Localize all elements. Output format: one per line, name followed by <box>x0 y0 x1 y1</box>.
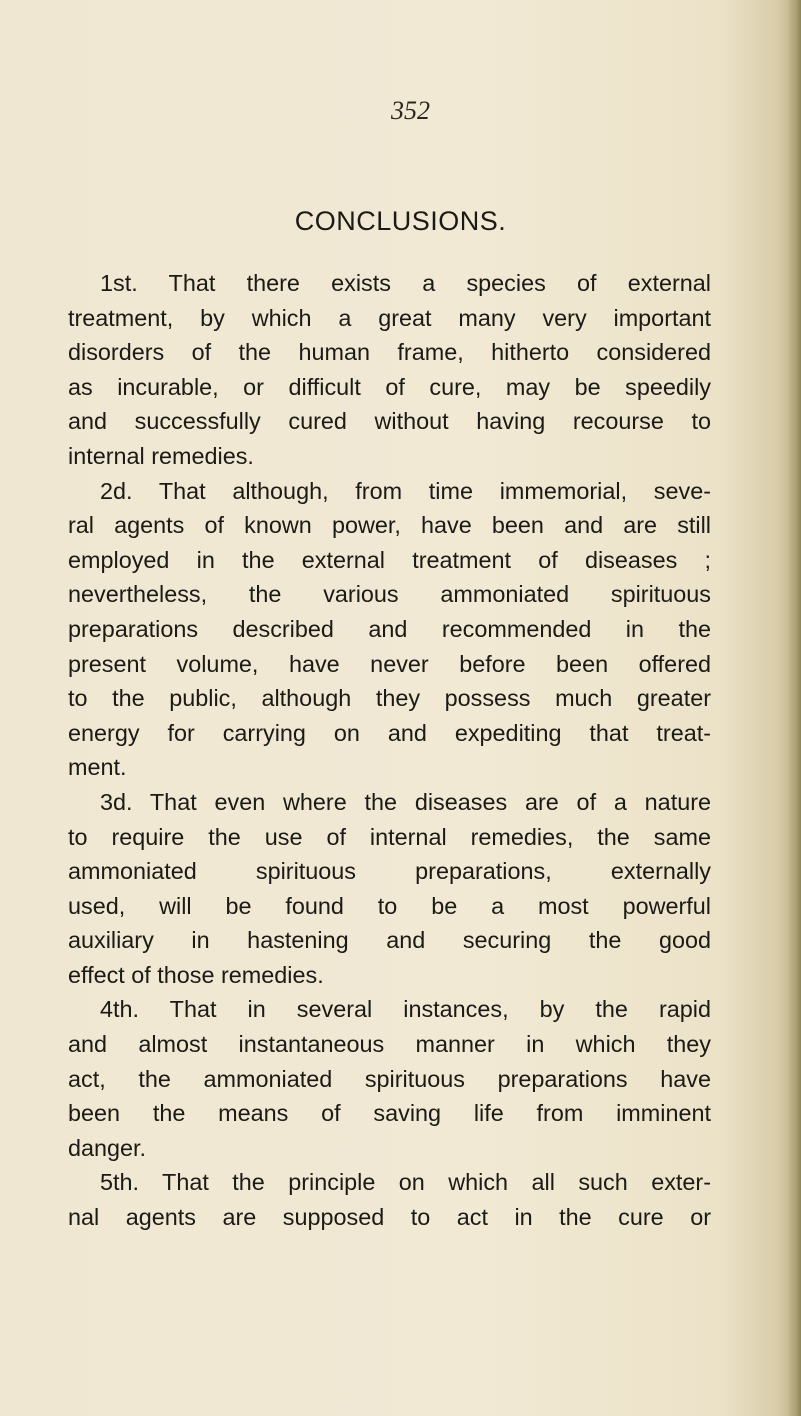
text-line: treatment, by which a great many very important <box>68 304 711 331</box>
text-line: employed in the external treatment of diseases ; <box>68 546 711 573</box>
text-line: danger. <box>68 1134 147 1161</box>
text-line: ammoniated spirituous preparations, externally <box>68 858 711 885</box>
text-line: act, the ammoniated spirituous preparations have <box>68 1065 711 1092</box>
text-line: to require the use of internal remedies, the same <box>68 823 711 850</box>
text-line: 1st. That there exists a species of external <box>100 270 711 296</box>
text-line: been the means of saving life from imminent <box>68 1100 711 1127</box>
text-line: as incurable, or difficult of cure, may be speedily <box>68 373 711 400</box>
text-line: auxiliary in hastening and securing the good <box>68 927 711 954</box>
text-line: energy for carrying on and expediting that treat- <box>68 719 711 746</box>
text-line: and almost instantaneous manner in which they <box>68 1031 711 1058</box>
text-line: nevertheless, the various ammoniated spirituous <box>68 581 711 608</box>
text-line: used, will be found to be a most powerful <box>68 892 711 919</box>
text-line: present volume, have never before been offered <box>68 650 711 677</box>
body-text <box>68 266 711 1235</box>
text-line: ral agents of known power, have been and are still <box>68 512 711 539</box>
text-line: preparations described and recommended in the <box>68 615 711 642</box>
text-line: internal remedies. <box>68 442 254 469</box>
text-line: to the public, although they possess much greater <box>68 685 711 712</box>
text-line: disorders of the human frame, hitherto considered <box>68 339 711 366</box>
page-number: 352 <box>391 96 430 125</box>
text-line: nal agents are supposed to act in the cure or <box>68 1204 711 1231</box>
text-line: 4th. That in several instances, by the rapid <box>100 996 711 1023</box>
chapter-title: CONCLUSIONS. <box>294 206 507 236</box>
text-line: 2d. That although, from time immemorial, seve- <box>100 477 711 504</box>
text-line: ment. <box>68 754 127 781</box>
text-line: effect of those remedies. <box>68 961 324 988</box>
text-line: 5th. That the principle on which all such exter- <box>100 1169 711 1196</box>
text-line: 3d. That even where the diseases are of a nature <box>100 788 711 815</box>
text-line: and successfully cured without having recourse to <box>68 408 711 435</box>
